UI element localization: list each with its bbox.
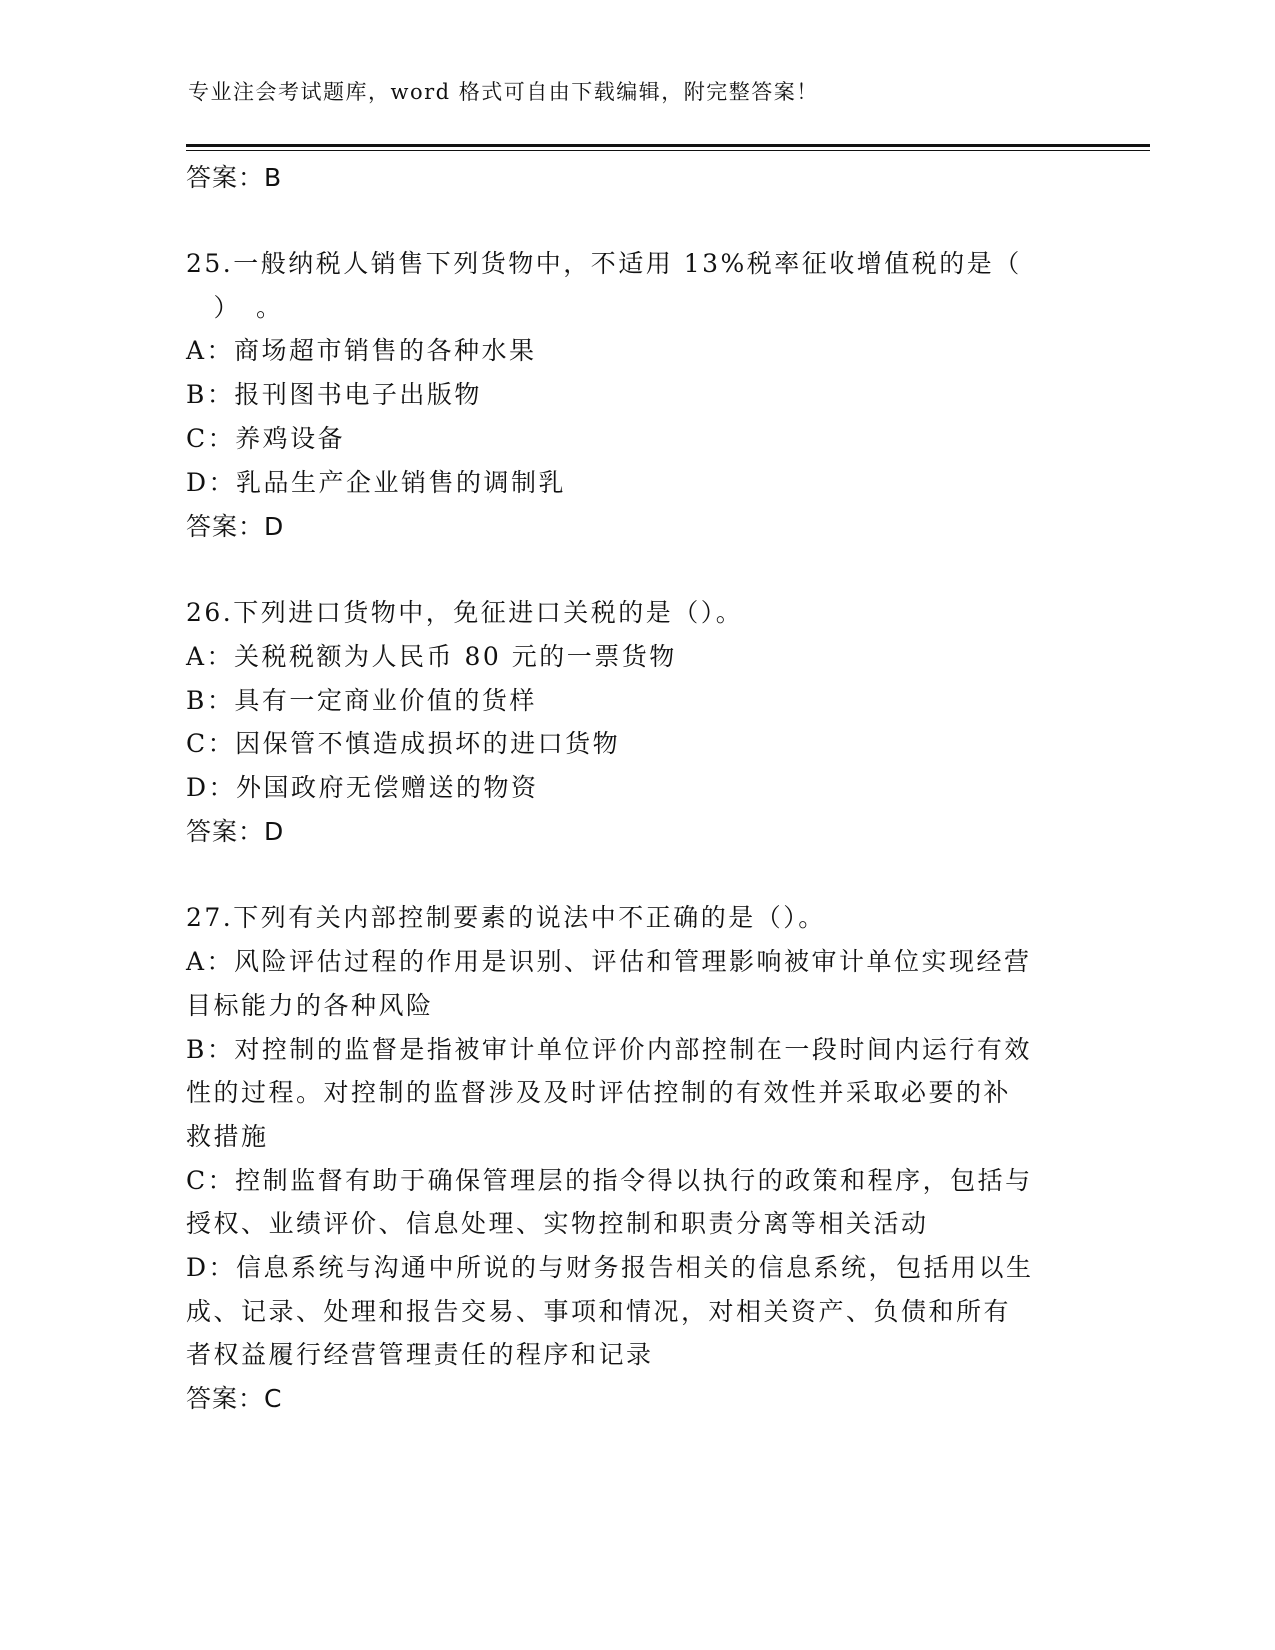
question-26-option-b: B：具有一定商业价值的货样 bbox=[186, 686, 537, 715]
question-26-option-a: A：关税税额为人民币 80 元的一票货物 bbox=[186, 642, 677, 671]
question-25-stem-line1: 25.一般纳税人销售下列货物中，不适用 13%税率征收增值税的是（ bbox=[186, 249, 1022, 278]
question-26-stem-line1: 26.下列进口货物中，免征进口关税的是（）。 bbox=[186, 598, 744, 627]
question-26-answer: 答案：D bbox=[186, 817, 285, 846]
answer-previous: 答案：B bbox=[186, 163, 283, 192]
question-27-answer: 答案：C bbox=[186, 1384, 283, 1413]
header-rule-thin bbox=[186, 150, 1150, 151]
question-27-option-b-line3: 救措施 bbox=[186, 1122, 269, 1151]
question-25-option-b: B：报刊图书电子出版物 bbox=[186, 380, 482, 409]
question-25-answer: 答案：D bbox=[186, 512, 285, 541]
question-27-option-d-line3: 者权益履行经营管理责任的程序和记录 bbox=[186, 1340, 654, 1369]
question-26-option-d: D：外国政府无偿赠送的物资 bbox=[186, 773, 539, 802]
question-27-stem-line1: 27.下列有关内部控制要素的说法中不正确的是（）。 bbox=[186, 903, 826, 932]
question-26-option-c: C：因保管不慎造成损坏的进口货物 bbox=[186, 729, 621, 758]
question-27-option-d-line1: D：信息系统与沟通中所说的与财务报告相关的信息系统，包括用以生 bbox=[186, 1253, 1034, 1282]
page-header: 专业注会考试题库，word 格式可自由下载编辑，附完整答案！ bbox=[188, 80, 819, 104]
question-27-option-c-line2: 授权、业绩评价、信息处理、实物控制和职责分离等相关活动 bbox=[186, 1209, 929, 1238]
question-25-option-c: C：养鸡设备 bbox=[186, 424, 346, 453]
question-27-option-b-line1: B：对控制的监督是指被审计单位评价内部控制在一段时间内运行有效 bbox=[186, 1035, 1032, 1064]
question-27-option-a-line1: A：风险评估过程的作用是识别、评估和管理影响被审计单位实现经营 bbox=[186, 947, 1032, 976]
question-27-option-c-line1: C：控制监督有助于确保管理层的指令得以执行的政策和程序，包括与 bbox=[186, 1166, 1033, 1195]
question-27-option-d-line2: 成、记录、处理和报告交易、事项和情况，对相关资产、负债和所有 bbox=[186, 1297, 1012, 1326]
question-25-option-a: A：商场超市销售的各种水果 bbox=[186, 336, 537, 365]
question-27-option-a-line2: 目标能力的各种风险 bbox=[186, 991, 434, 1020]
question-25-stem-line2: ） 。 bbox=[186, 293, 284, 322]
question-27-option-b-line2: 性的过程。对控制的监督涉及及时评估控制的有效性并采取必要的补 bbox=[186, 1078, 1012, 1107]
header-rule-thick bbox=[186, 144, 1150, 147]
question-25-option-d: D：乳品生产企业销售的调制乳 bbox=[186, 468, 567, 497]
